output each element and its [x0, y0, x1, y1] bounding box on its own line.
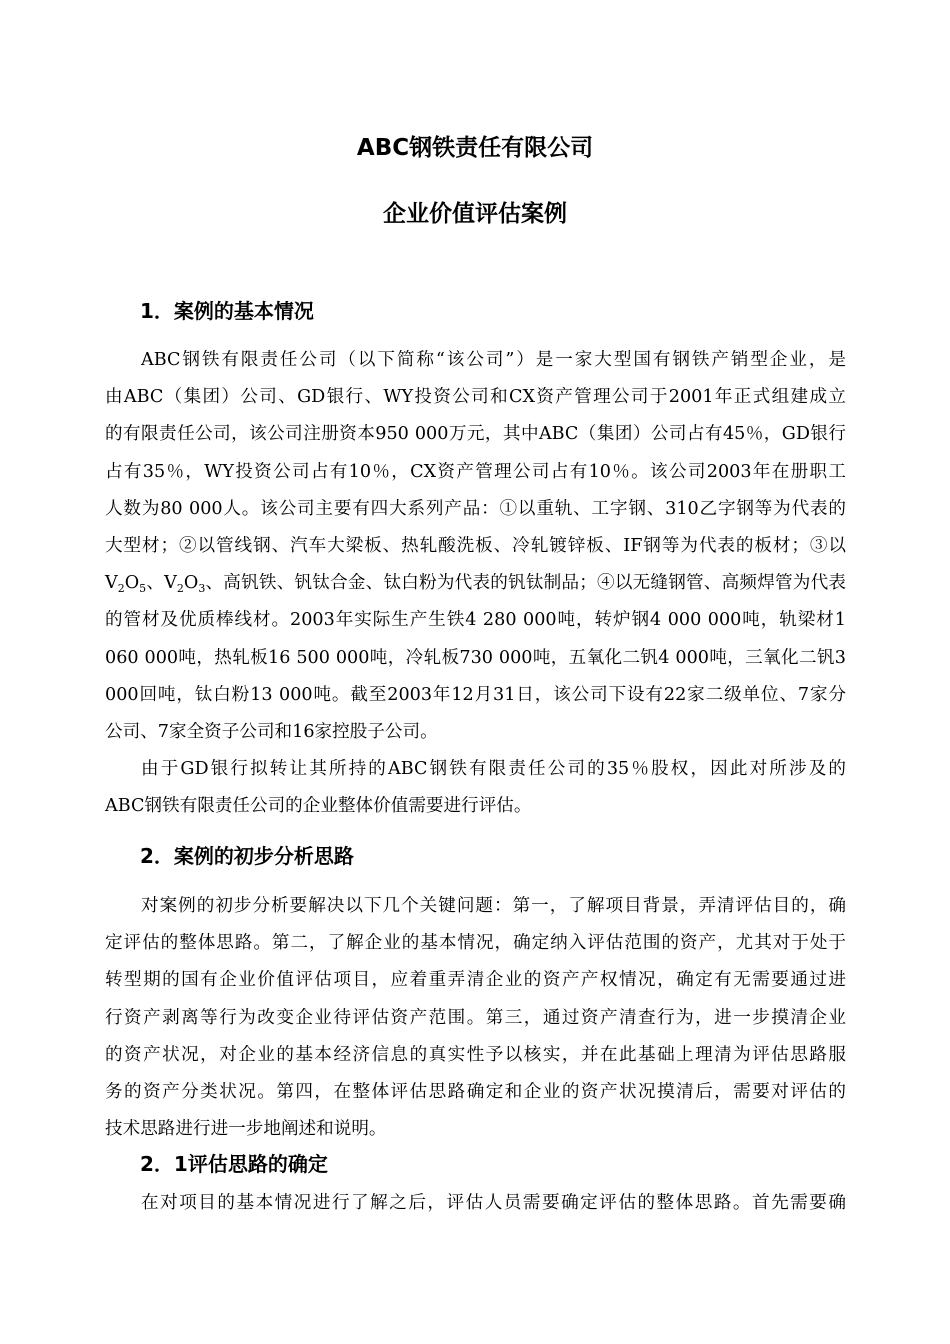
paragraph-line: 060 000吨，热轧板16 500 000吨，冷轧板730 000吨，五氧化二钒4 000吨，三氧化二钒3: [105, 647, 846, 668]
paragraph-line: 的有限责任公司，该公司注册资本950 000万元，其中ABC（集团）公司占有45％，GD银行: [105, 424, 846, 445]
section-2-paragraph-1: [105, 888, 846, 1148]
paragraph-line: 技术思路进行进一步地阐述和说明。: [105, 1119, 387, 1140]
paragraph-line: 公司、7家全资子公司和16家控股子公司。: [105, 721, 438, 742]
paragraph-line: 定评估的整体思路。第二，了解企业的基本情况，确定纳入评估范围的资产，尤其对于处于: [105, 933, 846, 954]
section-2-1-paragraph-1: [105, 1185, 846, 1222]
paragraph-line: 由于GD银行拟转让其所持的ABC钢铁有限责任公司的35％股权，因此对所涉及的: [141, 759, 846, 779]
section-1-paragraph-2: [105, 751, 846, 825]
paragraph-line: 务的资产分类状况。第四，在整体评估思路确定和企业的资产状况摸清后，需要对评估的: [105, 1081, 846, 1102]
section-2-heading: 2．案例的初步分析思路: [140, 844, 354, 868]
subscript: 2: [117, 582, 125, 596]
paragraph-line: 大型材；②以管线钢、汽车大梁板、热轧酸洗板、冷轧镀锌板、IF钢等为代表的板材；③以: [105, 535, 846, 556]
subscript: 3: [198, 582, 206, 596]
section-1-paragraph-1: [105, 342, 846, 751]
section-1-heading: 1．案例的基本情况: [140, 299, 314, 323]
paragraph-line: 人数为80 000人。该公司主要有四大系列产品：①以重轨、工字钢、310乙字钢等为代表的: [105, 498, 846, 519]
paragraph-line: ABC钢铁有限责任公司的企业整体价值需要进行评估。: [105, 796, 532, 817]
subscript: 5: [139, 582, 147, 596]
paragraph-line: 由ABC（集团）公司、GD银行、WY投资公司和CX资产管理公司于2001年正式组建成立: [105, 387, 846, 408]
document-subtitle: [0, 199, 950, 229]
paragraph-line: 行资产剥离等行为改变企业待评估资产范围。第三，通过资产清查行为，进一步摸清企业: [105, 1007, 846, 1028]
paragraph-line: 转型期的国有企业价值评估项目，应着重弄清企业的资产产权情况，确定有无需要通过进: [105, 970, 846, 991]
paragraph-line: 占有35％，WY投资公司占有10％，CX资产管理公司占有10％。该公司2003年在册职工: [105, 461, 846, 482]
document-title-line2: 企业价值评估案例: [383, 201, 567, 227]
paragraph-line: 000回吨，钛白粉13 000吨。截至2003年12月31日，该公司下设有22家二级单位、7家分: [105, 684, 846, 705]
paragraph-line: ABC钢铁有限责任公司（以下简称“该公司”）是一家大型国有钢铁产销型企业，是: [141, 350, 846, 370]
paragraph-line: 在对项目的基本情况进行了解之后，评估人员需要确定评估的整体思路。首先需要确: [141, 1193, 846, 1213]
subscript: 2: [176, 582, 184, 596]
paragraph-line-formula: $V_2O_5$、$V_2O_3$、高钒铁、钒钛合金、钛白粉为代表的钒钛制品；④以无缝钢管、高频焊管为代表: [105, 573, 846, 596]
document-title-line1: ABC钢铁责任有限公司: [356, 135, 594, 161]
paragraph-line: 对案例的初步分析要解决以下几个关键问题：第一，了解项目背景，弄清评估目的，确: [141, 896, 846, 916]
paragraph-line: 的资产状况，对企业的基本经济信息的真实性予以核实，并在此基础上理清为评估思路服: [105, 1044, 846, 1065]
section-2-1-heading: 2．1评估思路的确定: [140, 1152, 328, 1176]
paragraph-line: 的管材及优质棒线材。2003年实际生产生铁4 280 000吨，转炉钢4 000 000吨，轨梁材1: [105, 610, 846, 631]
document-title: [0, 133, 950, 163]
